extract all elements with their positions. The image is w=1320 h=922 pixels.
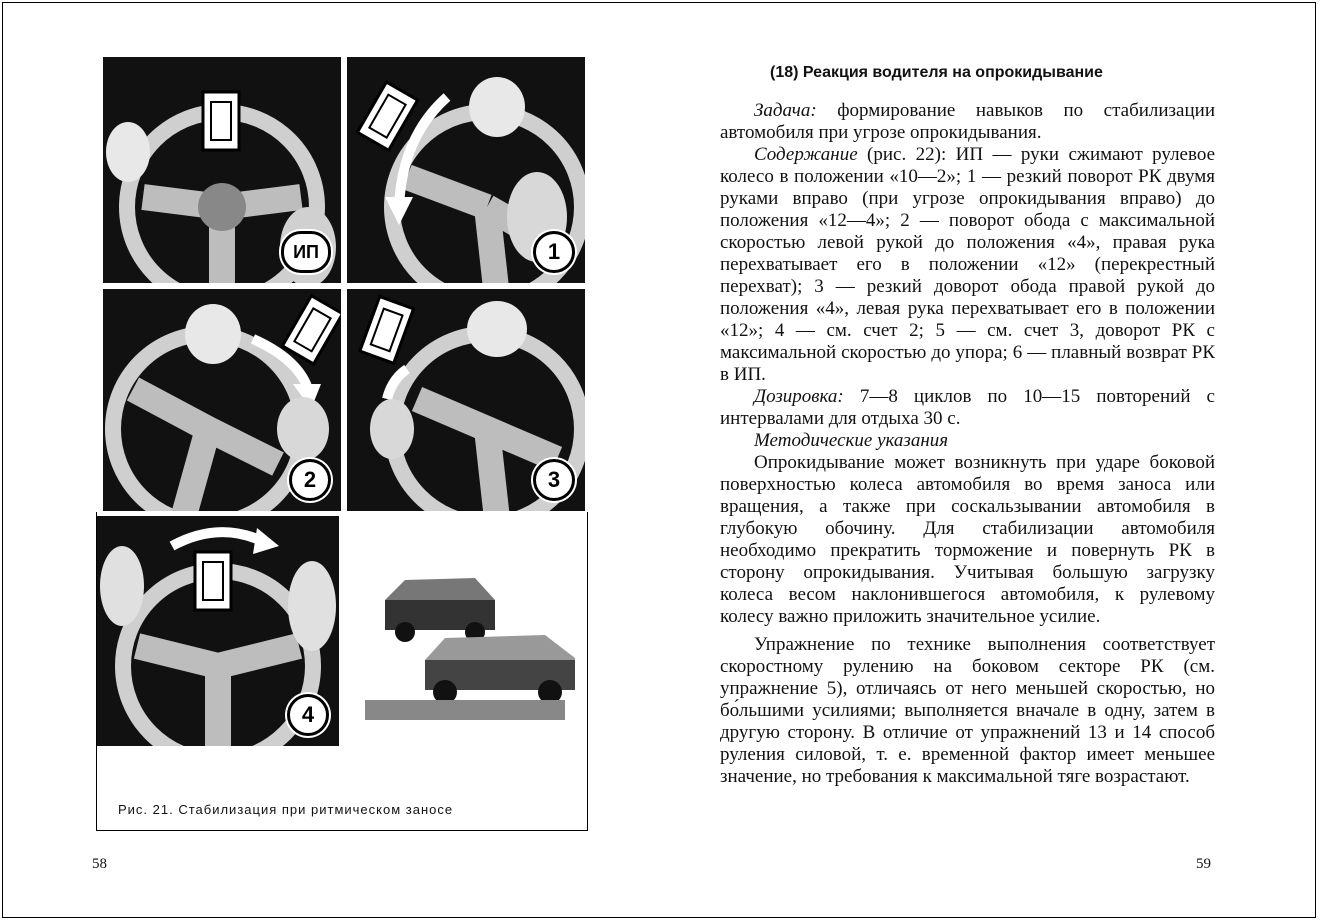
panel-badge: 2: [289, 459, 331, 501]
figure-panel-1: [347, 57, 585, 283]
methods-heading: [720, 430, 1215, 452]
content-label: Содержание: [754, 144, 858, 165]
content-paragraph: [720, 144, 1215, 386]
paragraph-2: Упражнение по технике выполнения соответствует скоростному рулению на боковом секторе РК (см. упражнение 5), отличаясь от него меньшей скоростью, но бо́льшими усилиями; выполняется вначале в одну, затем в другую сторону. В отличие от упражнений 13 и 14 способ руления силовой, т. е. временной фактор имеет меньшее значение, но требования к максимальной тяге возрастают.: [720, 634, 1215, 787]
task-text: формирование навыков по стабилизации автомобиля при угрозе опрокидывания.: [720, 100, 1215, 143]
panel-badge: 3: [533, 459, 575, 501]
page-number-right: 59: [1196, 856, 1211, 872]
figure-caption: Рис. 21. Стабилизация при ритмическом заносе: [118, 802, 454, 817]
body-text: [720, 100, 1215, 788]
dosage-paragraph: [720, 386, 1215, 430]
figure-panel-2: [103, 289, 341, 511]
panel-badge: ИП: [281, 231, 331, 273]
panel-badge: 1: [533, 231, 575, 273]
dosage-text: 7—8 циклов по 10—15 повторений с интервалами для отдыха 30 с.: [720, 386, 1215, 429]
figure-panel-ip: [103, 57, 341, 283]
page-number-left: 58: [92, 856, 107, 872]
task-paragraph: [720, 100, 1215, 144]
dosage-label: Дозировка:: [754, 386, 844, 407]
section-heading: (18) Реакция водителя на опрокидывание: [770, 64, 1103, 81]
task-label: Задача:: [754, 100, 817, 121]
figure-panel-3: [347, 289, 585, 511]
figure-frame: [96, 512, 588, 831]
paragraph-1: Опрокидывание может возникнуть при ударе боковой поверхностью колеса автомобиля во время заноса или вращения, а также при соскальзывании автомобиля в глубокую обочину. Для стабилизации автомобиля необходимо прекратить торможение и повернуть РК в сторону опрокидывания. Учитывая большую загрузку колеса весом наклонившегося автомобиля, к рулевому колесу важно приложить значительное усилие.: [720, 452, 1215, 627]
methods-heading-text: Методические указания: [754, 430, 949, 451]
panel-badge: 4: [287, 694, 329, 736]
content-text: (рис. 22): ИП — руки сжимают рулевое колесо в положении «10—2»; 1 — резкий поворот РК двумя руками вправо (при угрозе опрокидывания вправо) до положения «12—4»; 2 — поворот обода с максимальной скоростью левой рукой до положения «4», правая рука перехватывает его в положении «12» (перекрестный перехват); 3 — резкий доворот обода правой рукой до положения «4», левая рука перехватывает его в положении «12»; 4 — см. счет 2; 5 — см. счет 3, доворот РК с максимальной скоростью до упора; 6 — плавный возврат РК в ИП.: [720, 144, 1215, 385]
